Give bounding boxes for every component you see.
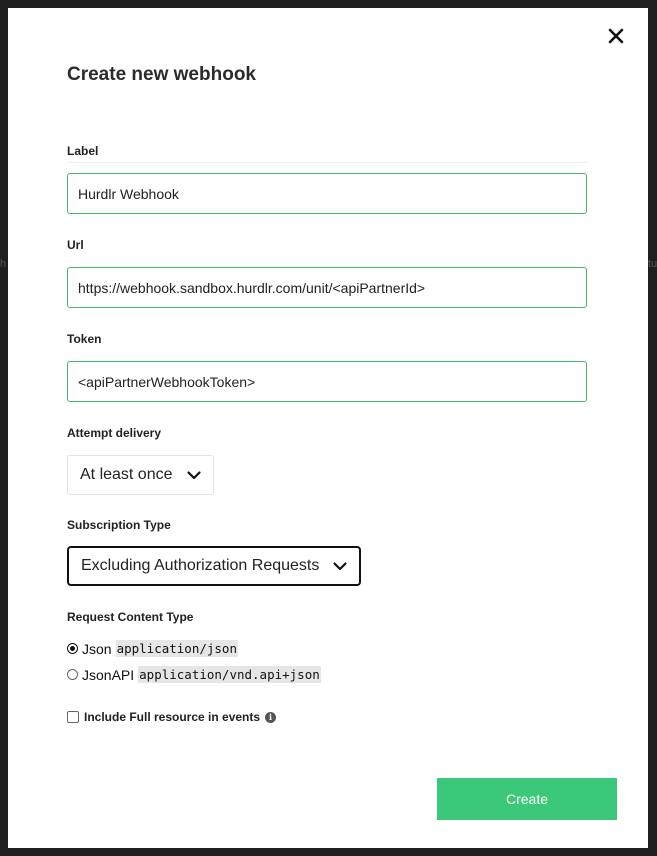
radio-json-label: Json [82,640,112,657]
attempt-delivery-label: Attempt delivery [67,426,162,440]
info-icon[interactable]: i [265,712,276,723]
subscription-type-label: Subscription Type [67,518,171,532]
modal-title: Create new webhook [67,64,256,85]
close-icon [606,26,626,46]
include-full-resource-row[interactable] [67,710,276,724]
radio-jsonapi-mime: application/vnd.api+json [139,667,320,682]
url-field-label: Url [67,238,84,252]
label-input[interactable] [67,173,587,214]
chevron-down-icon [333,562,347,571]
create-webhook-modal [8,8,648,848]
chevron-down-icon [187,471,201,480]
subscription-type-value: Excluding Authorization Requests [81,557,320,574]
subscription-type-select[interactable] [67,546,361,586]
label-field-label: Label [67,144,99,158]
create-button[interactable]: Create [437,778,617,820]
radio-option-jsonapi[interactable] [67,666,321,683]
radio-json-mime: application/json [116,641,237,656]
backdrop-text-right: tu [648,258,657,270]
include-full-resource-label: Include Full resource in events [84,710,261,724]
radio-json[interactable] [67,643,78,654]
token-input[interactable] [67,361,587,402]
attempt-delivery-value: At least once [80,466,173,483]
radio-jsonapi-label: JsonAPI [82,666,135,683]
close-button[interactable] [606,26,626,46]
attempt-delivery-select[interactable] [67,455,214,495]
request-content-type-label: Request Content Type [67,610,194,624]
backdrop-text-left: h [0,258,7,270]
radio-option-json[interactable] [67,640,238,657]
token-field-label: Token [67,332,102,346]
divider [67,162,587,163]
url-input[interactable] [67,267,587,308]
include-full-resource-checkbox[interactable] [67,711,79,723]
radio-jsonapi[interactable] [67,669,78,680]
